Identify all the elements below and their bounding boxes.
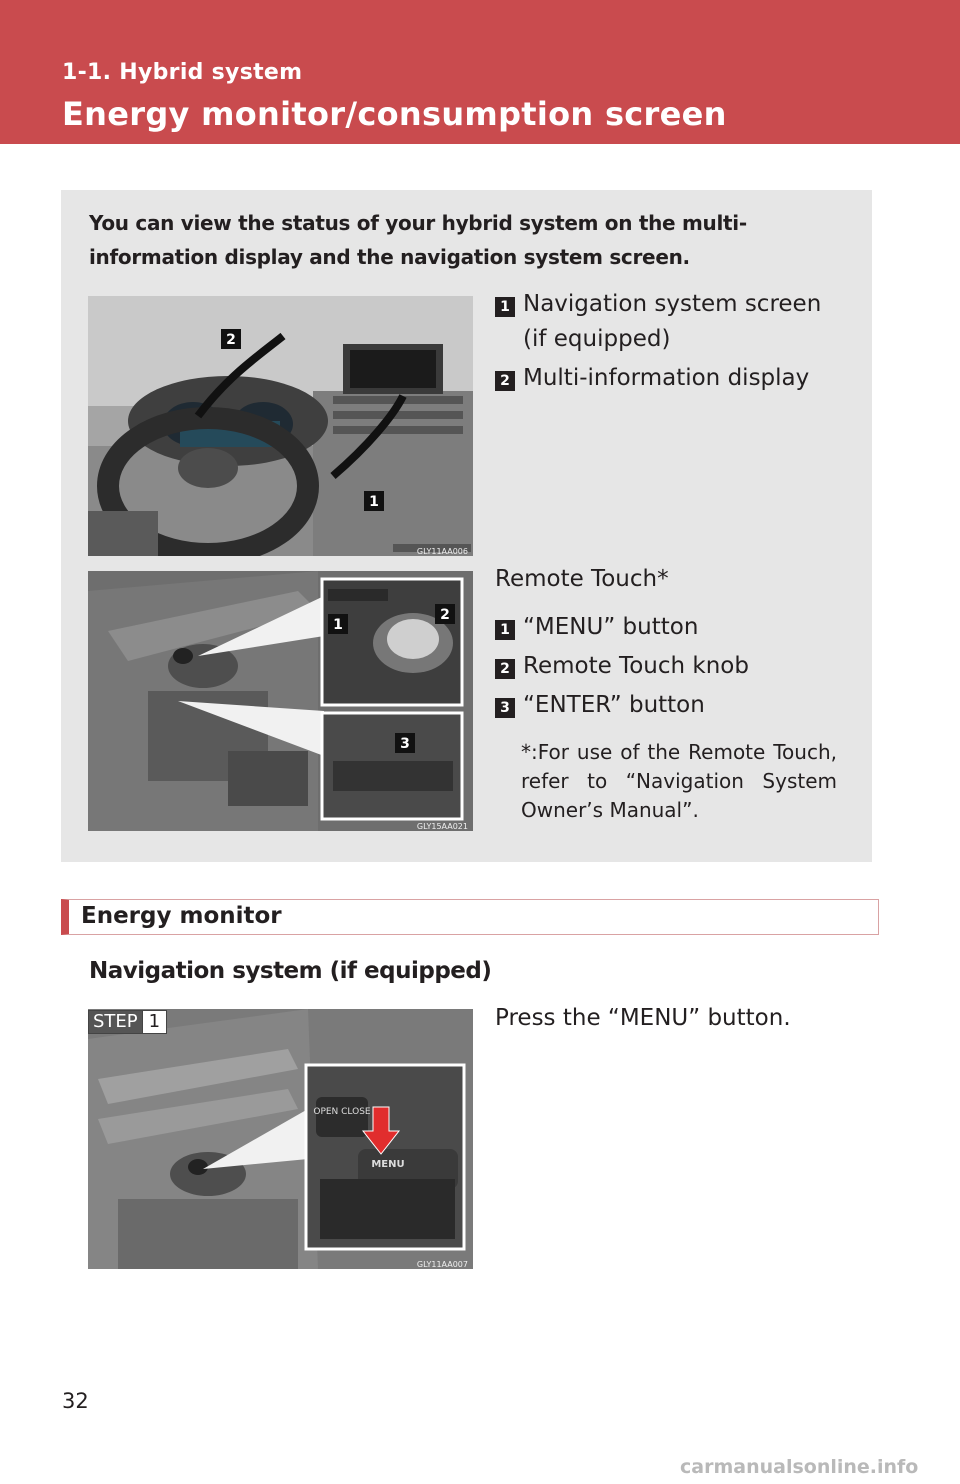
dashboard-callout-1: 1 xyxy=(369,494,379,510)
menu-button-photo xyxy=(88,1009,473,1269)
legend-label: Multi-information display xyxy=(523,365,810,391)
menu-label: MENU xyxy=(371,1159,405,1170)
step-number: 1 xyxy=(142,1011,166,1033)
page-number: 32 xyxy=(62,1389,89,1413)
open-close-label: OPEN CLOSE xyxy=(313,1107,371,1117)
legend-item xyxy=(495,610,839,645)
dashboard-photo xyxy=(88,296,473,556)
number-marker: 2 xyxy=(495,659,515,679)
legend-label: “ENTER” button xyxy=(523,692,705,718)
legend-item xyxy=(495,287,839,357)
figure-code: GLY11AA006 xyxy=(416,547,468,556)
page-title: Energy monitor/consumption screen xyxy=(62,95,727,133)
dashboard-callout-2: 2 xyxy=(226,332,236,348)
step-instruction: Press the “MENU” button. xyxy=(495,1005,791,1031)
remote-touch-callout-3: 3 xyxy=(400,736,410,752)
remote-touch-photo xyxy=(88,571,473,831)
sub-heading: Navigation system (if equipped) xyxy=(89,958,492,984)
number-marker: 1 xyxy=(495,297,515,317)
intro-text: You can view the status of your hybrid system on the multi-information display and the navigation system screen. xyxy=(89,211,747,269)
intro-box xyxy=(61,190,872,862)
remote-touch-callout-1: 1 xyxy=(333,617,343,633)
number-marker: 2 xyxy=(495,371,515,391)
section-heading: Energy monitor xyxy=(81,903,282,929)
chapter-header xyxy=(0,0,960,144)
figure-code: GLY11AA007 xyxy=(416,1260,468,1269)
legend-label: “MENU” button xyxy=(523,614,699,640)
remote-touch-title: Remote Touch* xyxy=(495,566,669,592)
figure-code: GLY15AA021 xyxy=(416,822,468,831)
remote-touch-callout-2: 2 xyxy=(440,607,450,623)
step-badge xyxy=(88,1010,167,1034)
number-marker: 3 xyxy=(495,698,515,718)
step-label: STEP xyxy=(89,1011,142,1033)
legend-item xyxy=(495,649,839,684)
legend-label: Navigation system screen (if equipped) xyxy=(523,291,822,352)
legend-item xyxy=(495,361,839,396)
section-number: 1-1. Hybrid system xyxy=(62,60,303,85)
legend-item xyxy=(495,688,839,723)
footer-watermark: carmanualsonline.info xyxy=(680,1456,919,1478)
number-marker: 1 xyxy=(495,620,515,640)
section-heading-bar xyxy=(61,899,879,935)
legend-label: Remote Touch knob xyxy=(523,653,749,679)
dashboard-legend xyxy=(495,287,839,396)
footnote: *:For use of the Remote Touch, refer to “Navigation System Owner’s Manual”. xyxy=(521,740,837,822)
remote-touch-legend xyxy=(495,562,839,723)
